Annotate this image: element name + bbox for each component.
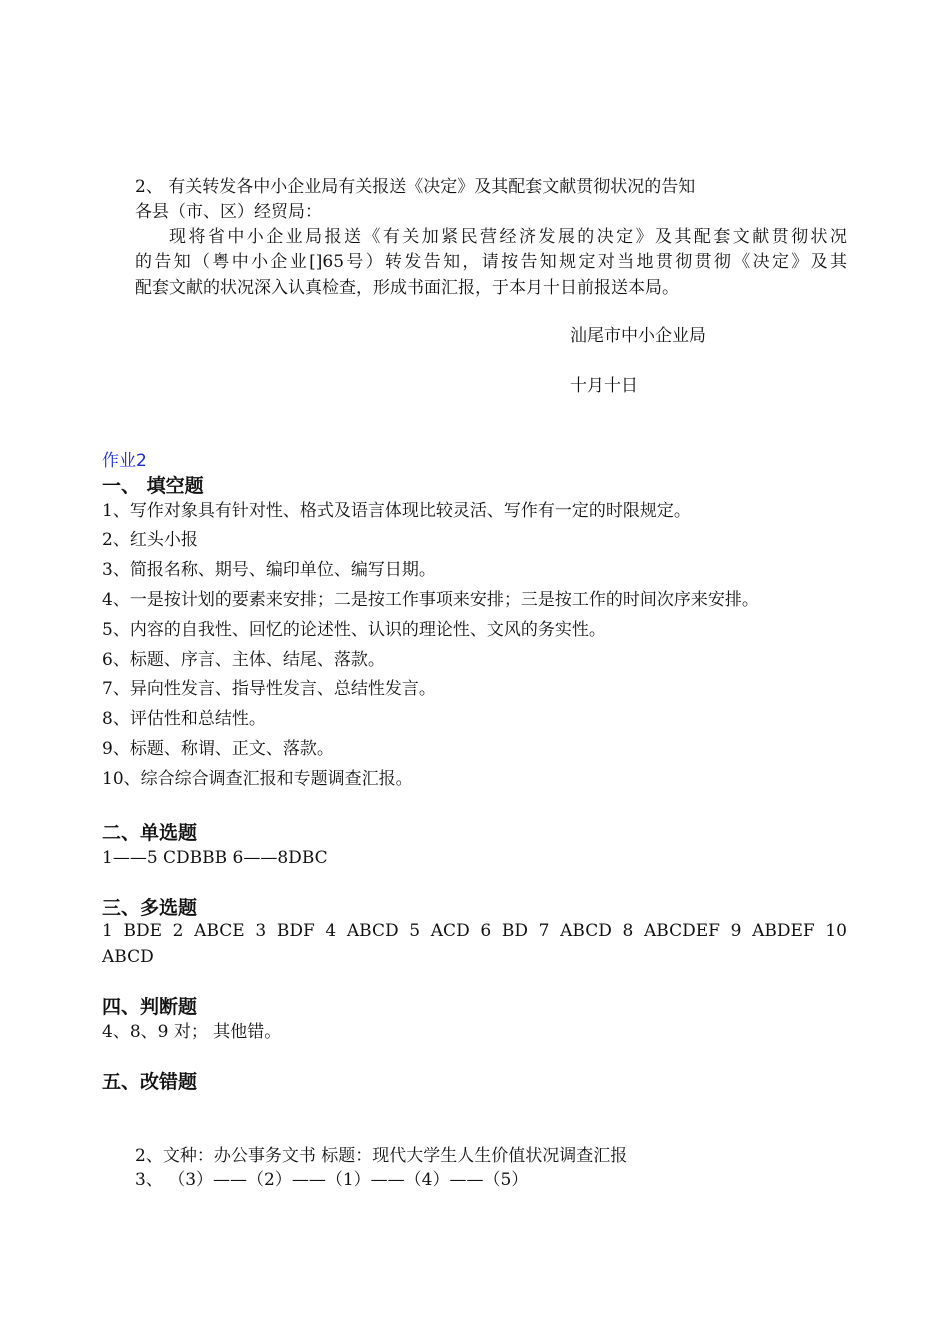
signature-date: 十月十日 [570,376,638,396]
section-heading-judgement: 四、判断题 [102,996,198,1018]
list-item: 10、综合综合调查汇报和专题调查汇报。 [102,769,413,789]
list-item: 9、标题、称谓、正文、落款。 [102,739,334,759]
list-item: 5、内容的自我性、回忆的论述性、认识的理论性、文风的务实性。 [102,620,606,640]
section-heading-fill-blank: 一、 填空题 [102,475,204,497]
notice-title: 2、 有关转发各中小企业局有关报送《决定》及其配套文献贯彻状况的告知 [135,177,696,197]
list-item: 8、评估性和总结性。 [102,709,266,729]
notice-recipient: 各县（市、区）经贸局： [135,202,322,222]
list-item: 6、标题、序言、主体、结尾、落款。 [102,650,385,670]
section-heading-correction: 五、改错题 [102,1071,198,1093]
list-item: 7、异向性发言、指导性发言、总结性发言。 [102,679,436,699]
multi-choice-answer-line-1: 1 BDE 2 ABCE 3 BDF 4 ABCD 5 ACD 6 BD 7 ABCD 8 ABCDEF 9 ABDEF 10 [102,921,847,941]
notice-body-line-1: 现将省中小企业局报送《有关加紧民营经济发展的决定》及其配套文献贯彻状况 [169,227,847,247]
list-item: 3、简报名称、期号、编印单位、编写日期。 [102,560,436,580]
list-item: 2、红头小报 [102,530,198,550]
list-item: 4、一是按计划的要素来安排；二是按工作事项来安排；三是按工作的时间次序来安排。 [102,590,759,610]
judgement-answer: 4、8、9 对； 其他错。 [102,1022,282,1042]
list-item: 1、写作对象具有针对性、格式及语言体现比较灵活、写作有一定的时限规定。 [102,501,691,521]
correction-answer-3: 3、 （3）——（2）——（1）——（4）——（5） [135,1170,529,1190]
notice-body-line-2: 的告知（粤中小企业[]65号）转发告知，请按告知规定对当地贯彻贯彻《决定》及其 [135,252,847,272]
notice-body-line-3: 配套文献的状况深入认真检查，形成书面汇报，于本月十日前报送本局。 [135,278,679,298]
section-heading-multi-choice: 三、多选题 [102,897,198,919]
homework-title: 作业2 [102,451,147,471]
section-heading-single-choice: 二、单选题 [102,822,198,844]
single-choice-answer: 1——5 CDBBB 6——8DBC [102,848,328,868]
signature-organization: 汕尾市中小企业局 [570,326,706,346]
multi-choice-answer-line-2: ABCD [102,947,154,967]
correction-answer-2: 2、文种：办公事务文书 标题：现代大学生人生价值状况调查汇报 [135,1146,628,1166]
